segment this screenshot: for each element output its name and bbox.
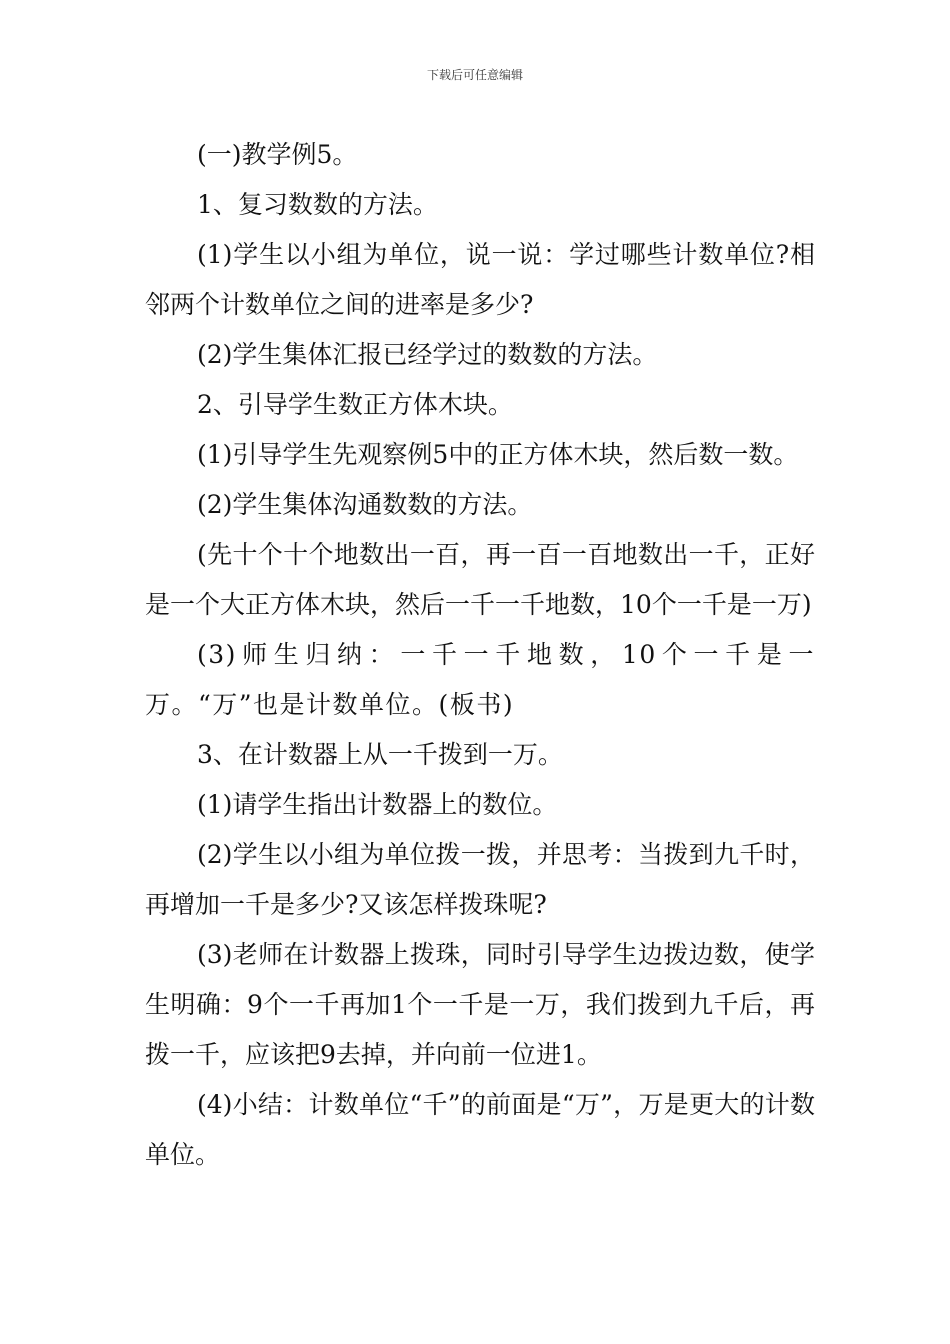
page-header: 下载后可任意编辑 xyxy=(426,68,523,82)
paragraph-step-3-3: (3)老师在计数器上拨珠，同时引导学生边拨边数，使学生明确：9个一千再加1个一千是一万，我们拨到九千后，再拨一千，应该把9去掉，并向前一位进1。 xyxy=(145,940,815,1069)
paragraph-step-1: 1、复习数数的方法。 xyxy=(197,190,438,219)
paragraph-step-3-4: (4)小结：计数单位“千”的前面是“万”，万是更大的计数单位。 xyxy=(145,1090,815,1169)
document-body xyxy=(145,130,815,1180)
paragraph-step-3: 3、在计数器上从一千拨到一万。 xyxy=(197,740,563,769)
paragraph-step-1-2: (2)学生集体汇报已经学过的数数的方法。 xyxy=(197,340,658,369)
paragraph-step-2-3: (3)师生归纳：一千一千地数，10个一千是一万。“万”也是计数单位。(板书) xyxy=(145,640,815,719)
paragraph-step-2-2: (2)学生集体沟通数数的方法。 xyxy=(197,490,533,519)
paragraph-step-1-1: (1)学生以小组为单位，说一说：学过哪些计数单位?相邻两个计数单位之间的进率是多少? xyxy=(145,240,815,319)
paragraph-section-heading: (一)教学例5。 xyxy=(197,140,358,169)
paragraph-step-2-note: (先十个十个地数出一百，再一百一百地数出一千，正好是一个大正方体木块，然后一千一千地数，10个一千是一万) xyxy=(145,540,815,619)
paragraph-step-2: 2、引导学生数正方体木块。 xyxy=(197,390,513,419)
paragraph-step-3-1: (1)请学生指出计数器上的数位。 xyxy=(197,790,558,819)
paragraph-step-3-2: (2)学生以小组为单位拨一拨，并思考：当拨到九千时，再增加一千是多少?又该怎样拨珠呢? xyxy=(145,840,815,919)
paragraph-step-2-1: (1)引导学生先观察例5中的正方体木块，然后数一数。 xyxy=(197,440,799,469)
